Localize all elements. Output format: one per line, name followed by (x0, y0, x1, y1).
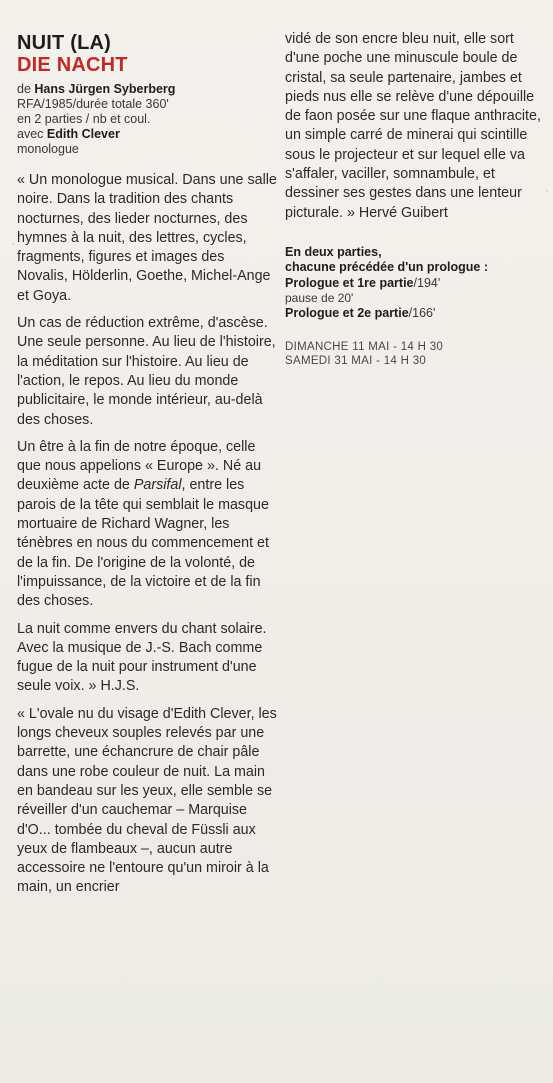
cast-line (17, 127, 279, 142)
schedule-heading-1: En deux parties, (285, 244, 382, 259)
film-details-1: RFA/1985/durée totale 360' (17, 97, 169, 111)
actor-name: Edith Clever (46, 127, 120, 141)
pause-line: pause de 20' (285, 291, 354, 306)
synopsis-paragraph-4: La nuit comme envers du chant solaire. Avec la musique de J.-S. Bach comme fugue de la nuit pour instrument d'une seule voix. » H.J.S. (17, 620, 267, 695)
synopsis (17, 171, 279, 898)
schedule-block (285, 245, 547, 322)
part-1-duration: /194' (413, 275, 441, 290)
right-column (285, 30, 547, 368)
synopsis-paragraph-3 (17, 438, 279, 612)
part-1-label: Prologue et 1re partie (285, 275, 414, 290)
synopsis-paragraph-2: Un cas de réduction extrême, d'ascèse. Une seule personne. Au lieu de l'histoire, la méditation sur l'histoire. Au lieu de l'action, le repos. Au lieu du monde publicitaire, le monde intérieur, au-delà des choses. (17, 315, 276, 428)
film-genre: monologue (17, 142, 79, 156)
para3-text-before: Un être à la fin de notre époque, celle que nous appelions « Europe ». Né au deuxième acte de (17, 438, 262, 494)
director-name: Hans Jürgen Syberberg (34, 82, 176, 96)
schedule-heading-2: chacune précédée d'un prologue : (285, 260, 489, 275)
part-2-label: Prologue et 2e partie (285, 306, 409, 321)
parsifal-title: Parsifal (133, 477, 182, 494)
by-prefix: de (17, 82, 31, 96)
scan-dot-icon: · (11, 236, 15, 250)
with-prefix: avec (17, 127, 44, 141)
film-credits (17, 82, 279, 157)
screening-dates (285, 340, 547, 368)
left-column (17, 30, 279, 898)
part-2-duration: /166' (408, 306, 436, 321)
screening-date-2: SAMEDI 31 MAI - 14 H 30 (285, 354, 427, 367)
film-details-2: en 2 parties / nb et coul. (17, 112, 151, 126)
film-title-fr: NUIT (LA) (17, 32, 111, 54)
part-2-line (285, 306, 547, 322)
film-title-de: DIE NACHT (17, 54, 128, 76)
para3-text-after: , entre les parois de la tête qui semblait le masque mortuaire de Richard Wagner, les ténèbres en nous du commencement et de la fin. De l'origine de la volonté, de l'impuissance, de la victoire et de la fin des choses. (17, 477, 269, 610)
part-1-line (285, 276, 547, 292)
screening-date-1: DIMANCHE 11 MAI - 14 H 30 (285, 340, 444, 353)
review-continuation: vidé de son encre bleu nuit, elle sort d'une poche une minuscule boule de cristal, sa seule partenaire, jambes et pieds nus elle se relève d'une dépouille de faon posée sur une flaque anthracite, un simple carré de minerai qui scintille sous le projecteur et sur lequel elle va s'affaler, vaciller, somnambule, et dessiner ses gestes dans une lenteur picturale. » Hervé Guibert (285, 31, 541, 221)
director-line (17, 82, 279, 97)
synopsis-paragraph-1: « Un monologue musical. Dans une salle noire. Dans la tradition des chants nocturnes, des lieder nocturnes, des hymnes à la nuit, des lettres, cycles, fragments, figures et images des Novalis, Hölderlin, Goethe, Michel-Ange et Goya. (17, 172, 277, 304)
synopsis-paragraph-5: « L'ovale nu du visage d'Edith Clever, les longs cheveux souples relevés par une barrette, une échancrure de chair pâle dans une robe couleur de nuit. La main en bandeau sur les yeux, elle semble se réveiller d'un cauchemar – Marquise d'O... tombée du cheval de Füssli aux yeux de flambeaux –, aucun autre accessoire ne l'entoure qu'un miroir à la main, un encrier (17, 705, 277, 896)
scan-dot-icon: · (545, 183, 549, 197)
